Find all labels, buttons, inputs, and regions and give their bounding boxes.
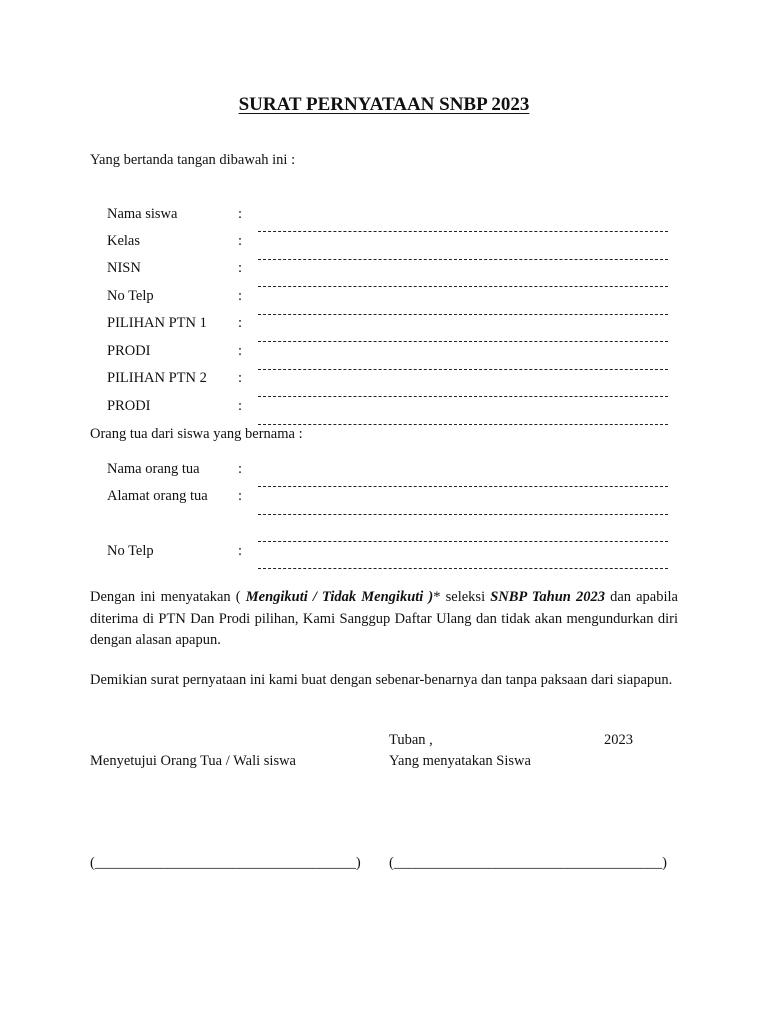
fill-line-pilihan-ptn-2[interactable] [258,396,668,397]
intro-text: Yang bertanda tangan dibawah ini : [90,152,296,168]
field-label-pilihan-ptn-2: PILIHAN PTN 2 [107,370,207,386]
field-colon: : [238,370,243,386]
field-colon: : [238,206,243,222]
place-text: Tuban , [389,732,433,748]
fill-line-prodi-2[interactable] [258,424,668,425]
parent-sign-label: Menyetujui Orang Tua / Wali siswa [90,753,296,769]
fill-line-pilihan-ptn-1[interactable] [258,341,668,342]
field-label-prodi-1: PRODI [107,343,151,359]
parent-signature-line[interactable]: (____________________________________) [90,855,361,871]
fill-line-nama-orang-tua[interactable] [258,486,668,487]
student-signature-line[interactable]: (_____________________________________) [389,855,667,871]
fill-line-prodi-1[interactable] [258,369,668,370]
parent-intro-text: Orang tua dari siswa yang bernama : [90,426,303,442]
field-label-prodi-2: PRODI [107,398,151,414]
field-colon: : [238,398,243,414]
fill-line-nisn[interactable] [258,286,668,287]
closing-paragraph: Demikian surat pernyataan ini kami buat dengan sebenar-benarnya dan tanpa paksaan dari siapapun. [90,672,673,688]
field-label-pilihan-ptn-1: PILIHAN PTN 1 [107,315,207,331]
field-label-kelas: Kelas [107,233,141,249]
statement-text: Dengan ini menyatakan ( [90,589,246,605]
field-label-nama-siswa: Nama siswa [107,206,178,222]
field-label-parent-no-telp: No Telp [107,543,154,559]
field-colon: : [238,343,243,359]
field-colon: : [238,260,243,276]
field-colon: : [238,488,243,504]
field-colon: : [238,461,243,477]
statement-text: dan apabila diterima di PTN Dan Prodi pilihan, Kami Sanggup Daftar Ulang dan tidak akan mengundurkan diri dengan alasan apapun. [90,589,678,648]
document-title-text: SURAT PERNYATAAN SNBP 2023 [238,94,530,115]
statement-text: * seleksi [433,589,491,605]
year-text: 2023 [604,732,633,748]
fill-line-kelas[interactable] [258,259,668,260]
field-colon: : [238,315,243,331]
statement-choice: Mengikuti / Tidak Mengikuti ) [245,589,434,605]
fill-line-nama-siswa[interactable] [258,231,668,232]
field-label-nama-orang-tua: Nama orang tua [107,461,200,477]
field-label-nisn: NISN [107,260,141,276]
statement-program: SNBP Tahun 2023 [490,589,605,605]
field-colon: : [238,233,243,249]
field-colon: : [238,288,243,304]
statement-paragraph [90,587,678,652]
fill-line-no-telp[interactable] [258,314,668,315]
document-title [0,94,768,116]
fill-line-alamat-orang-tua[interactable] [258,514,668,515]
field-colon: : [238,543,243,559]
fill-line-parent-no-telp[interactable] [258,568,668,569]
field-label-alamat-orang-tua: Alamat orang tua [107,488,208,504]
student-sign-label: Yang menyatakan Siswa [389,753,531,769]
fill-line-alamat-orang-tua-2[interactable] [258,541,668,542]
field-label-no-telp: No Telp [107,288,154,304]
